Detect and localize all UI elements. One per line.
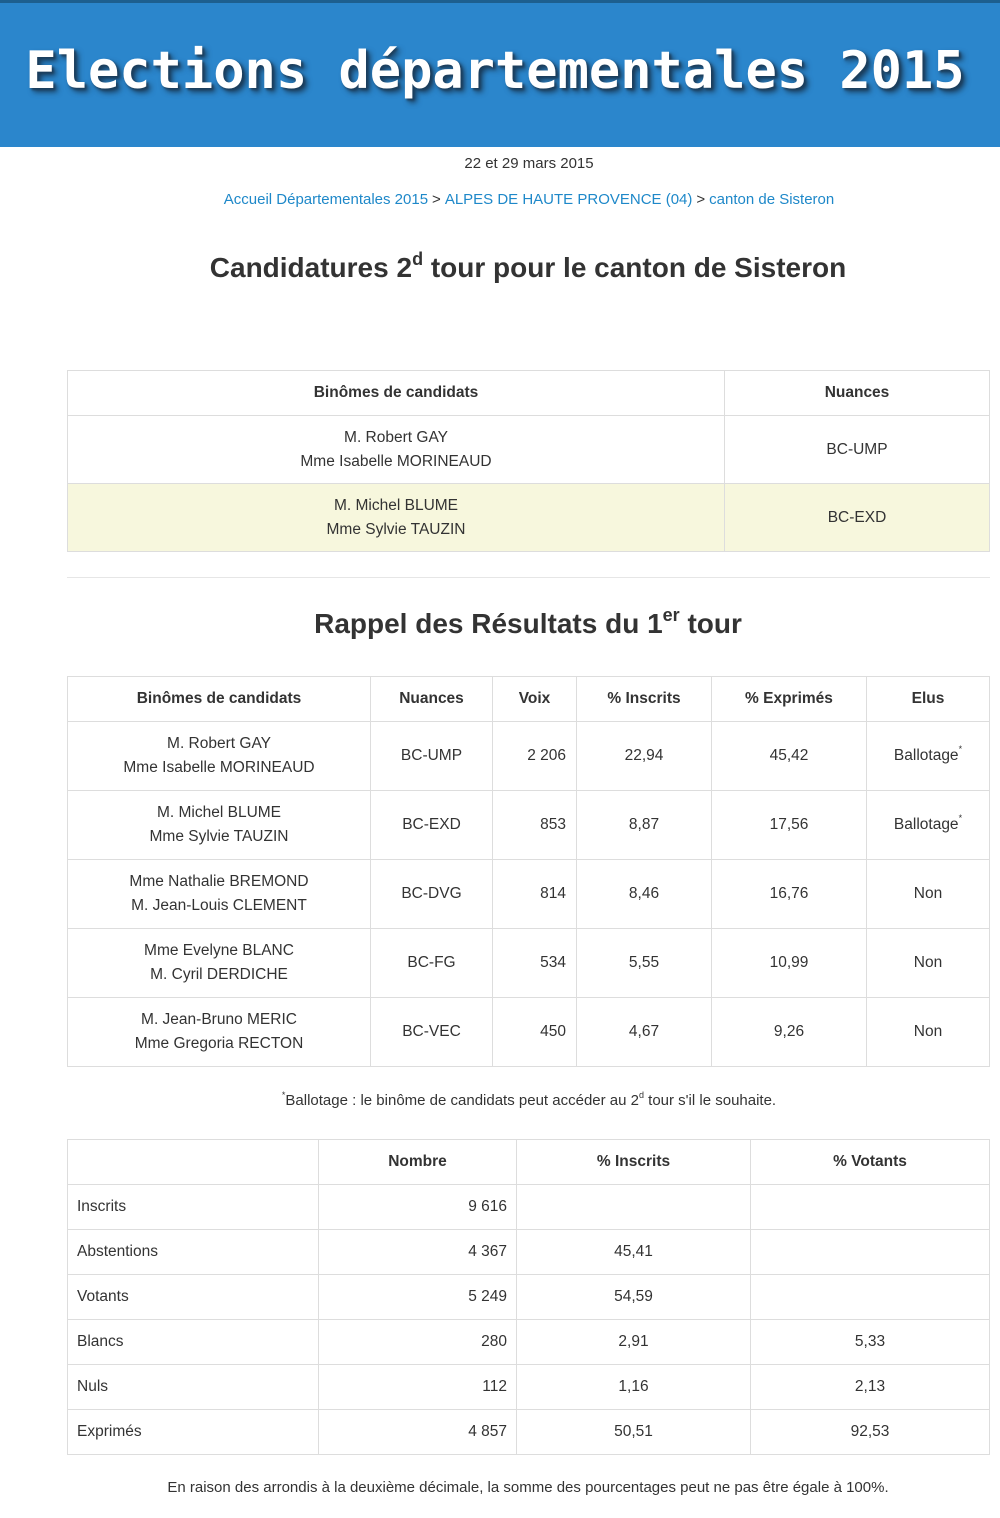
pct-exprimes-cell: 45,42 xyxy=(712,722,867,791)
table-row xyxy=(68,1410,990,1455)
row-label: Abstentions xyxy=(68,1230,319,1275)
column-header-nuances: Nuances xyxy=(725,371,990,416)
first-round-title: Rappel des Résultats du 1er tour xyxy=(314,605,742,639)
nuance-cell: BC-UMP xyxy=(725,416,990,484)
table-row xyxy=(68,722,990,791)
second-round-candidates-table xyxy=(67,370,990,552)
nombre-cell: 4 367 xyxy=(319,1230,517,1275)
header-banner xyxy=(0,0,1000,147)
pct-inscrits-cell: 45,41 xyxy=(517,1230,751,1275)
column-header-nombre: Nombre xyxy=(319,1140,517,1185)
row-label: Votants xyxy=(68,1275,319,1320)
voix-cell: 814 xyxy=(493,860,577,929)
column-header-pct-exprimes: % Exprimés xyxy=(712,677,867,722)
ballotage-note: *Ballotage : le binôme de candidats peut accéder au 2$^d$ tour s'il le souhaite. xyxy=(281,1090,777,1109)
candidates-cell xyxy=(68,860,371,929)
pct-exprimes-cell: 9,26 xyxy=(712,998,867,1067)
candidates-cell xyxy=(68,416,725,484)
row-label: Nuls xyxy=(68,1365,319,1410)
voix-cell: 853 xyxy=(493,791,577,860)
rounding-footnote: En raison des arrondis à la deuxième décimale, la somme des pourcentages peut ne pas être égale à 100%. xyxy=(167,1479,889,1496)
pct-votants-cell: 2,13 xyxy=(751,1365,990,1410)
candidate-name: Mme Evelyne BLANC xyxy=(144,942,294,959)
row-label: Blancs xyxy=(68,1320,319,1365)
table-row xyxy=(68,1185,990,1230)
ballotage-marker: * xyxy=(958,813,963,823)
pct-inscrits-cell: 50,51 xyxy=(517,1410,751,1455)
pct-exprimes-cell: 17,56 xyxy=(712,791,867,860)
nombre-cell: 9 616 xyxy=(319,1185,517,1230)
nombre-cell: 5 249 xyxy=(319,1275,517,1320)
breadcrumb xyxy=(0,191,1000,208)
row-label: Inscrits xyxy=(68,1185,319,1230)
table-row xyxy=(68,1320,990,1365)
breadcrumb-separator: > xyxy=(696,191,706,208)
elus-status: Ballotage xyxy=(893,816,959,833)
row-label: Exprimés xyxy=(68,1410,319,1455)
breadcrumb-department-link[interactable]: ALPES DE HAUTE PROVENCE (04) xyxy=(444,191,693,208)
candidates-cell xyxy=(68,791,371,860)
pct-inscrits-cell: 4,67 xyxy=(577,998,712,1067)
candidate-name: M. Robert GAY xyxy=(344,428,448,446)
candidate-name: M. Michel BLUME xyxy=(333,496,459,514)
nuance-cell: BC-EXD xyxy=(725,484,990,552)
column-header-nuances: Nuances xyxy=(371,677,493,722)
candidate-name: M. Jean-Louis CLEMENT xyxy=(131,897,307,914)
breadcrumb-home-link[interactable]: Accueil Départementales 2015 xyxy=(223,191,429,208)
elus-cell xyxy=(867,929,990,998)
nuance-cell: BC-EXD xyxy=(371,791,493,860)
pct-inscrits-cell: 22,94 xyxy=(577,722,712,791)
breadcrumb-separator: > xyxy=(432,191,441,208)
nombre-cell: 280 xyxy=(319,1320,517,1365)
table-row xyxy=(68,998,990,1067)
candidate-name: Mme Gregoria RECTON xyxy=(134,1035,304,1052)
pct-inscrits-cell: 2,91 xyxy=(517,1320,751,1365)
site-title: Elections départementales 2015 xyxy=(25,41,965,101)
participation-table xyxy=(67,1139,990,1455)
candidates-cell xyxy=(68,722,371,791)
pct-votants-cell xyxy=(751,1230,990,1275)
candidates-cell xyxy=(68,484,725,552)
pct-inscrits-cell: 8,46 xyxy=(577,860,712,929)
table-row xyxy=(68,416,990,484)
elus-cell xyxy=(867,722,990,791)
election-dates: 22 et 29 mars 2015 xyxy=(464,155,594,172)
candidate-name: M. Michel BLUME xyxy=(156,804,282,821)
nuance-cell: BC-DVG xyxy=(371,860,493,929)
candidate-name: M. Cyril DERDICHE xyxy=(150,966,288,983)
column-header-candidates: Binômes de candidats xyxy=(68,371,725,416)
candidate-name: M. Robert GAY xyxy=(167,735,271,752)
table-row xyxy=(68,1230,990,1275)
pct-votants-cell xyxy=(751,1275,990,1320)
candidate-name: Mme Nathalie BREMOND xyxy=(129,873,309,890)
section-divider xyxy=(67,577,990,578)
pct-inscrits-cell: 8,87 xyxy=(577,791,712,860)
ballotage-marker: * xyxy=(958,744,963,754)
pct-inscrits-cell: 5,55 xyxy=(577,929,712,998)
elus-cell xyxy=(867,998,990,1067)
elus-status: Ballotage xyxy=(893,747,959,764)
column-header-pct-inscrits: % Inscrits xyxy=(517,1140,751,1185)
voix-cell: 534 xyxy=(493,929,577,998)
elus-cell xyxy=(867,860,990,929)
table-row xyxy=(68,1365,990,1410)
pct-exprimes-cell: 16,76 xyxy=(712,860,867,929)
table-row xyxy=(68,484,990,552)
candidate-name: Mme Sylvie TAUZIN xyxy=(149,828,289,845)
second-round-title: Candidatures 2$^d$ tour pour le canton de Sisteron xyxy=(209,249,847,283)
candidate-name: Mme Isabelle MORINEAUD xyxy=(300,452,492,470)
elus-status: Non xyxy=(913,885,943,902)
column-header-pct-votants: % Votants xyxy=(751,1140,990,1185)
pct-votants-cell: 5,33 xyxy=(751,1320,990,1365)
elus-cell xyxy=(867,791,990,860)
nombre-cell: 4 857 xyxy=(319,1410,517,1455)
elus-status: Non xyxy=(913,954,943,971)
column-header-candidates: Binômes de candidats xyxy=(68,677,371,722)
candidate-name: Mme Isabelle MORINEAUD xyxy=(123,759,315,776)
pct-inscrits-cell: 54,59 xyxy=(517,1275,751,1320)
pct-inscrits-cell xyxy=(517,1185,751,1230)
voix-cell: 450 xyxy=(493,998,577,1067)
table-row xyxy=(68,860,990,929)
candidates-cell xyxy=(68,998,371,1067)
nuance-cell: BC-UMP xyxy=(371,722,493,791)
pct-exprimes-cell: 10,99 xyxy=(712,929,867,998)
voix-cell: 2 206 xyxy=(493,722,577,791)
nombre-cell: 112 xyxy=(319,1365,517,1410)
table-row xyxy=(68,791,990,860)
column-header-elus: Elus xyxy=(867,677,990,722)
column-header-voix: Voix xyxy=(493,677,577,722)
table-row xyxy=(68,929,990,998)
pct-votants-cell: 92,53 xyxy=(751,1410,990,1455)
candidate-name: M. Jean-Bruno MERIC xyxy=(141,1011,297,1028)
column-header-blank xyxy=(68,1140,319,1185)
nuance-cell: BC-FG xyxy=(371,929,493,998)
candidate-name: Mme Sylvie TAUZIN xyxy=(326,520,466,538)
first-round-results-table xyxy=(67,676,990,1067)
elus-status: Non xyxy=(913,1023,943,1040)
breadcrumb-canton-link[interactable]: canton de Sisteron xyxy=(709,191,835,208)
column-header-pct-inscrits: % Inscrits xyxy=(577,677,712,722)
nuance-cell: BC-VEC xyxy=(371,998,493,1067)
table-row xyxy=(68,1275,990,1320)
candidates-cell xyxy=(68,929,371,998)
pct-inscrits-cell: 1,16 xyxy=(517,1365,751,1410)
pct-votants-cell xyxy=(751,1185,990,1230)
